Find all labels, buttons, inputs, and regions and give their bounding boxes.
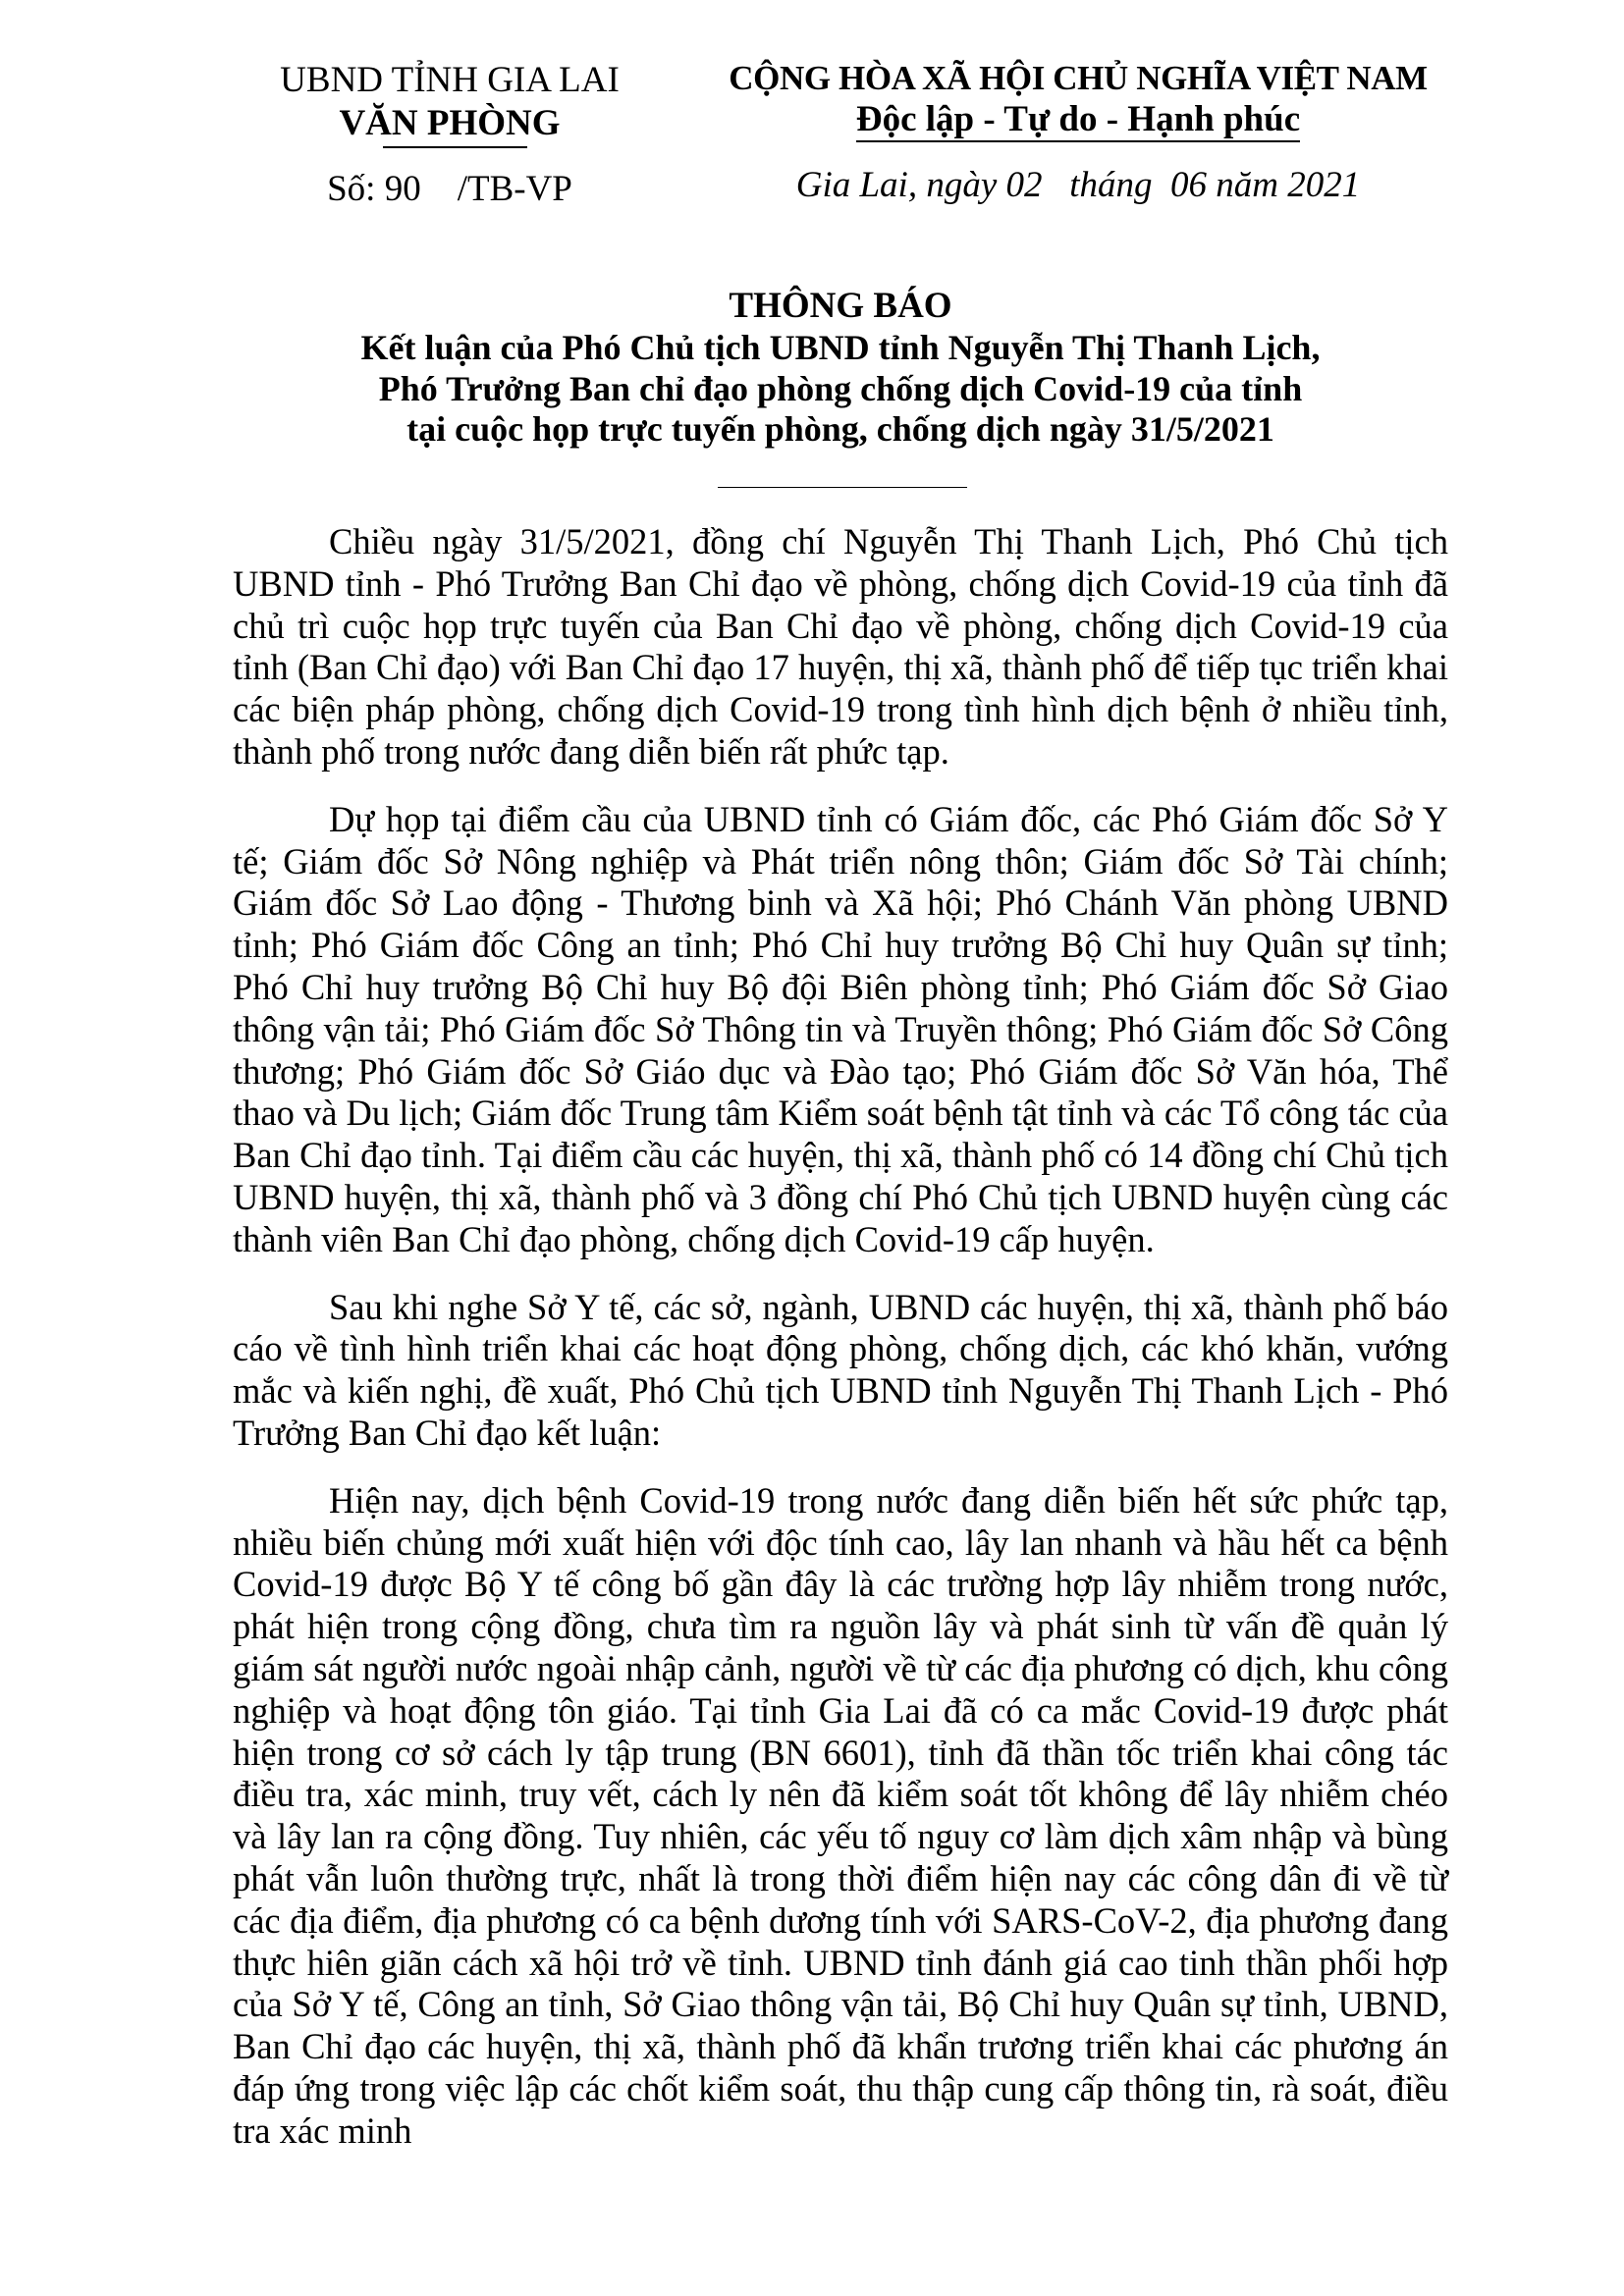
document-title — [233, 285, 1448, 451]
title-line-1: Kết luận của Phó Chủ tịch UBND tỉnh Nguyễn Thị Thanh Lịch, — [360, 328, 1321, 367]
document-number-text: Số: 90 /TB-VP — [327, 169, 572, 209]
title-line-3: tại cuộc họp trực tuyến phòng, chống dịch ngày 31/5/2021 — [406, 409, 1274, 449]
body-paragraph-4: Hiện nay, dịch bệnh Covid-19 trong nước đang diễn biến hết sức phức tạp, nhiều biến chủng mới xuất hiện với độc tính cao, lây lan nhanh và hầu hết ca bệnh Covid-19 được Bộ Y tế công bố gần đây là các trường hợp lây nhiễm trong nước, phát hiện trong cộng đồng, chưa tìm ra nguồn lây và phát sinh từ vấn đề quản lý giám sát người nước ngoài nhập cảnh, người về từ các địa phương có dịch, khu công nghiệp và hoạt động tôn giáo. Tại tỉnh Gia Lai đã có ca mắc Covid-19 được phát hiện trong cơ sở cách ly tập trung (BN 6601), tỉnh đã thần tốc triển khai công tác điều tra, xác minh, truy vết, cách ly nên đã kiểm soát tốt không để lây nhiễm chéo và lây lan ra cộng đồng. Tuy nhiên, các yếu tố nguy cơ làm dịch xâm nhập và bùng phát vẫn luôn thường trực, nhất là trong thời điểm hiện nay các công dân đi về từ các địa điểm, địa phương có ca bệnh dương tính với SARS-CoV-2, địa phương đang thực hiên giãn cách xã hội trở về tỉnh. UBND tỉnh đánh giá cao tinh thần phối hợp của Sở Y tế, Công an tỉnh, Sở Giao thông vận tải, Bộ Chỉ huy Quân sự tỉnh, UBND, Ban Chỉ đạo các huyện, thị xã, thành phố đã khẩn trương triển khai các phương án đáp ứng trong việc lập các chốt kiểm soát, thu thập cung cấp thông tin, rà soát, điều tra xác minh — [233, 1479, 1448, 2151]
place-date-text: Gia Lai, ngày 02 tháng 06 năm 2021 — [795, 165, 1361, 205]
national-motto — [687, 100, 1469, 139]
agency-parent: UBND TỈNH GIA LAI — [280, 60, 620, 100]
title-main: THÔNG BÁO — [729, 286, 952, 326]
nation-title: CỘNG HÒA XÃ HỘI CHỦ NGHĨA VIỆT NAM — [729, 59, 1428, 97]
national-motto-text: Độc lập - Tự do - Hạnh phúc — [856, 99, 1300, 142]
document-number — [253, 170, 646, 209]
agency-underline — [383, 146, 527, 148]
agency-name: VĂN PHÒNG — [339, 103, 561, 143]
place-date — [687, 166, 1469, 205]
title-divider — [718, 487, 967, 488]
body-paragraph-1: Chiều ngày 31/5/2021, đồng chí Nguyễn Thị Thanh Lịch, Phó Chủ tịch UBND tỉnh - Phó Trưởng Ban Chỉ đạo về phòng, chống dịch Covid-19 của tỉnh đã chủ trì cuộc họp trực tuyến của Ban Chỉ đạo về phòng, chống dịch Covid-19 của tỉnh (Ban Chỉ đạo) với Ban Chỉ đạo 17 huyện, thị xã, thành phố để tiếp tục triển khai các biện pháp phòng, chống dịch Covid-19 trong tình hình dịch bệnh ở nhiều tỉnh, thành phố trong nước đang diễn biến rất phức tạp. — [233, 521, 1448, 772]
title-line-2: Phó Trưởng Ban chỉ đạo phòng chống dịch Covid-19 của tỉnh — [378, 368, 1303, 408]
document-body — [233, 521, 1448, 2152]
body-paragraph-3: Sau khi nghe Sở Y tế, các sở, ngành, UBND các huyện, thị xã, thành phố báo cáo về tình hình triển khai các hoạt động phòng, chống dịch, các khó khăn, vướng mắc và kiến nghị, đề xuất, Phó Chủ tịch UBND tỉnh Nguyễn Thị Thanh Lịch - Phó Trưởng Ban Chỉ đạo kết luận: — [233, 1286, 1448, 1453]
body-paragraph-2: Dự họp tại điểm cầu của UBND tỉnh có Giám đốc, các Phó Giám đốc Sở Y tế; Giám đốc Sở Nông nghiệp và Phát triển nông thôn; Giám đốc Sở Tài chính; Giám đốc Sở Lao động - Thương binh và Xã hội; Phó Chánh Văn phòng UBND tỉnh; Phó Giám đốc Công an tỉnh; Phó Chỉ huy trưởng Bộ Chỉ huy Quân sự tỉnh; Phó Chỉ huy trưởng Bộ Chỉ huy Bộ đội Biên phòng tỉnh; Phó Giám đốc Sở Giao thông vận tải; Phó Giám đốc Sở Thông tin và Truyền thông; Phó Giám đốc Sở Công thương; Phó Giám đốc Sở Giáo dục và Đào tạo; Phó Giám đốc Sở Văn hóa, Thể thao và Du lịch; Giám đốc Trung tâm Kiểm soát bệnh tật tỉnh và các Tổ công tác của Ban Chỉ đạo tỉnh. Tại điểm cầu các huyện, thị xã, thành phố có 14 đồng chí Chủ tịch UBND huyện, thị xã, thành phố và 3 đồng chí Phó Chủ tịch UBND huyện cùng các thành viên Ban Chỉ đạo phòng, chống dịch Covid-19 cấp huyện. — [233, 798, 1448, 1259]
